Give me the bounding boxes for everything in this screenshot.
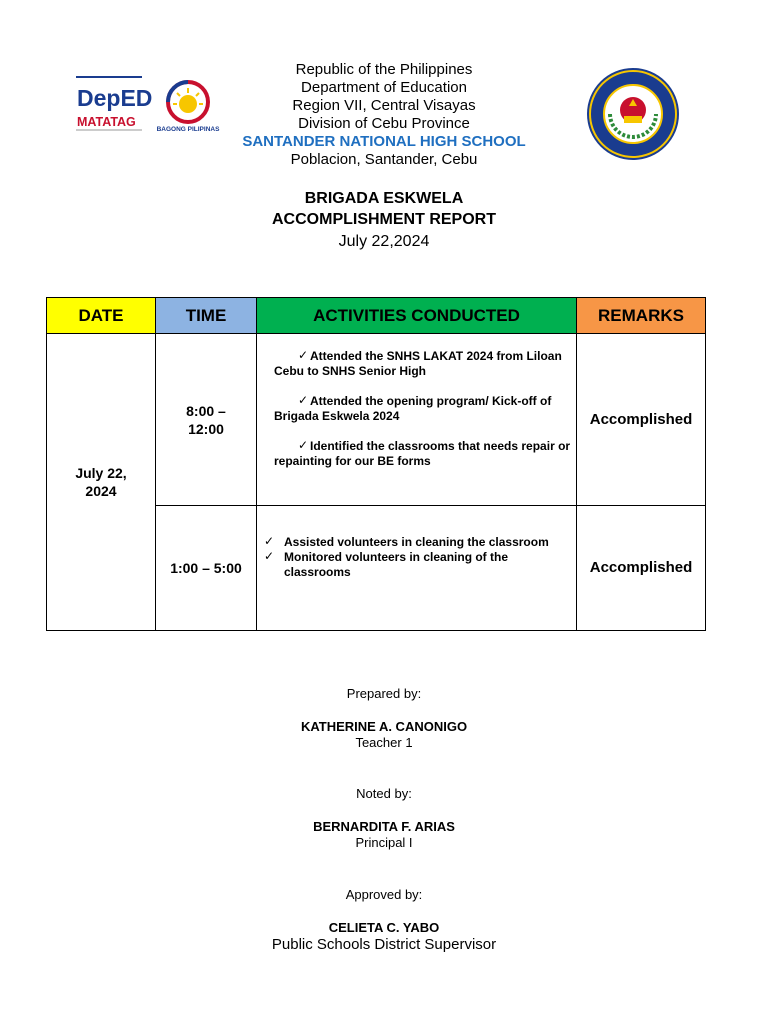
header-date: DATE	[47, 298, 156, 334]
report-title	[0, 188, 768, 253]
prepared-position: Teacher 1	[355, 735, 413, 750]
noted-label: Noted by:	[356, 786, 412, 801]
cell-time-afternoon: 1:00 – 5:00	[156, 506, 257, 631]
cell-activities-afternoon	[257, 506, 577, 631]
list-item: ✓ Attended the SNHS LAKAT 2024 from Liloan Cebu to SNHS Senior High	[257, 349, 576, 379]
table-header-row	[47, 298, 706, 334]
list-item: ✓ Assisted volunteers in cleaning the classroom	[264, 534, 549, 549]
checkmark-icon: ✓	[264, 534, 275, 548]
signatory-approved	[0, 887, 768, 954]
cell-time-morning	[156, 334, 257, 506]
noted-position: Principal I	[355, 835, 413, 850]
cell-remarks-afternoon: Accomplished	[577, 506, 706, 631]
list-item: ✓ Identified the classrooms that needs repair or repainting for our BE forms	[257, 439, 576, 469]
accomplishment-table	[46, 297, 706, 631]
cell-date	[47, 334, 156, 631]
approved-name: CELIETA C. YABO	[328, 920, 440, 935]
prepared-name: KATHERINE A. CANONIGO	[300, 719, 468, 734]
signatory-prepared	[0, 686, 768, 751]
letterhead-region: Region VII, Central Visayas	[292, 97, 476, 114]
header-activities: ACTIVITIES CONDUCTED	[257, 298, 577, 334]
table-row	[47, 334, 706, 506]
checkmark-icon: ✓	[298, 393, 309, 407]
deped-wordmark: DepED	[77, 85, 153, 111]
report-title-line1: BRIGADA ESKWELA	[304, 190, 464, 207]
approved-position: Public Schools District Supervisor	[271, 936, 497, 953]
noted-name: BERNARDITA F. ARIAS	[313, 819, 455, 834]
checkmark-icon: ✓	[298, 348, 309, 362]
letterhead-republic: Republic of the Philippines	[295, 61, 473, 78]
list-item: ✓ Attended the opening program/ Kick-off of Brigada Eskwela 2024	[257, 394, 576, 424]
header-remarks: REMARKS	[577, 298, 706, 334]
signatory-noted	[0, 786, 768, 851]
list-item: ✓ Monitored volunteers in cleaning of the classrooms	[264, 549, 509, 579]
checkmark-icon: ✓	[264, 549, 275, 563]
letterhead	[0, 61, 768, 169]
letterhead-address: Poblacion, Santander, Cebu	[290, 151, 478, 168]
prepared-label: Prepared by:	[346, 686, 422, 701]
letterhead-division: Division of Cebu Province	[298, 115, 470, 132]
approved-label: Approved by:	[345, 887, 423, 902]
cell-remarks-morning: Accomplished	[577, 334, 706, 506]
header-time: TIME	[156, 298, 257, 334]
report-title-line2: ACCOMPLISHMENT REPORT	[272, 211, 496, 228]
date-value: July 22, 2024	[75, 465, 127, 499]
matatag-wordmark: MATATAG	[77, 115, 136, 129]
cell-activities-morning	[257, 334, 577, 506]
report-date: July 22,2024	[338, 233, 430, 250]
checkmark-icon: ✓	[298, 438, 309, 452]
letterhead-department: Department of Education	[301, 79, 467, 96]
time-value: 8:00 – 12:00	[186, 402, 226, 437]
bagong-pilipinas-wordmark: BAGONG PILIPINAS	[156, 126, 220, 133]
letterhead-school-name: SANTANDER NATIONAL HIGH SCHOOL	[242, 133, 526, 150]
